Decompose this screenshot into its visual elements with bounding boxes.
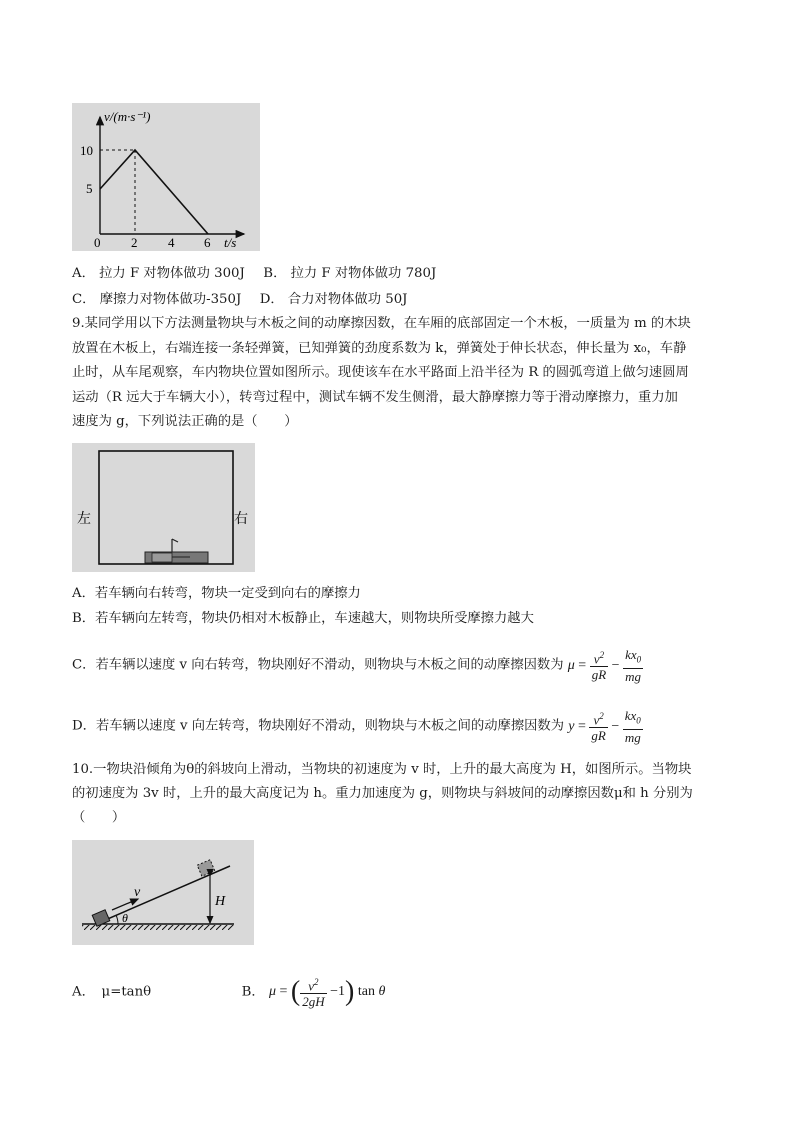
car-rear-view-figure xyxy=(72,443,255,572)
y-tick-5: 5 xyxy=(86,181,93,196)
right-label: 右 xyxy=(234,511,248,527)
q10-option-a: A． μ=tanθ xyxy=(72,984,152,1000)
ground-hatch xyxy=(82,925,234,930)
x-tick-2: 2 xyxy=(131,235,138,250)
x-axis-label: t/s xyxy=(224,235,237,250)
q10-options-row xyxy=(72,975,385,1009)
x-tick-4: 4 xyxy=(168,235,175,250)
velocity-time-graph xyxy=(72,103,260,251)
q10-stem-line-3: （ ） xyxy=(72,810,126,825)
x-tick-6: 6 xyxy=(204,235,211,250)
q9-stem-line-4: 运动（R 远大于车辆大小），转弯过程中，测试车辆不发生侧滑，最大静摩擦力等于滑动摩擦力，重力加 xyxy=(72,390,678,405)
q8-option-d: D． 合力对物体做功 50J xyxy=(259,292,408,307)
q9-option-d-formula: y = $\frac{v^2}{gR}$ − $\frac{kx_0}{mg}$ xyxy=(568,708,641,745)
q8-options-row-1 xyxy=(72,263,436,285)
car-rear-view-svg xyxy=(72,443,255,572)
x-tick-0: 0 xyxy=(94,235,101,250)
q8-option-b: B． 拉力 F 对物体做功 780J xyxy=(263,266,437,281)
q8-option-c: C． 摩擦力对物体做功-350J xyxy=(72,292,242,307)
q9-option-c: C．若车辆以速度 v 向右转弯，物块刚好不滑动，则物块与木板之间的动摩擦因数为 xyxy=(72,657,564,673)
marker-flag xyxy=(172,539,178,542)
q9-option-b: B．若车辆向左转弯，物块仍相对木板静止，车速越大，则物块所受摩擦力越大 xyxy=(72,611,534,626)
q10-stem-line-2: 的初速度为 3v 时，上升的最大高度记为 h。重力加速度为 g，则物块与斜坡间的动摩擦因数μ和 h 分别为 xyxy=(72,786,693,801)
angle-arc xyxy=(116,915,118,924)
velocity-time-graph-svg xyxy=(72,103,260,251)
theta-label: θ xyxy=(122,911,128,925)
left-label: 左 xyxy=(77,511,91,527)
height-label: H xyxy=(215,894,226,909)
block xyxy=(152,553,172,562)
velocity-curve xyxy=(100,150,208,234)
velocity-arrow xyxy=(112,899,138,910)
q9-option-c-row xyxy=(72,647,643,684)
q9-option-d-row xyxy=(72,708,643,745)
q9-option-c-formula: μ = $\frac{v^2}{gR}$ − $\frac{kx_0}{mg}$ xyxy=(567,647,642,684)
q10-stem-line-1: 10.一物块沿倾角为θ的斜坡向上滑动，当物块的初速度为 v 时，上升的最大高度为 H，如图所示。当物块 xyxy=(72,762,692,777)
q9-stem-line-3: 止时，从车尾观察，车内物块位置如图所示。现使该车在水平路面上沿半径为 R 的圆弧弯道上做匀速圆周 xyxy=(72,365,689,380)
q8-option-a: A． 拉力 F 对物体做功 300J xyxy=(72,266,245,281)
incline-figure xyxy=(72,840,254,945)
q9-stem-line-5: 速度为 g，下列说法正确的是（ ） xyxy=(72,414,298,429)
incline-svg xyxy=(72,840,254,945)
q9-option-d: D．若车辆以速度 v 向左转弯，物块刚好不滑动，则物块与木板之间的动摩擦因数为 xyxy=(72,718,565,734)
q10-option-b-formula: μ = ( $\frac{v^2}{2gH}$ −1) tan θ xyxy=(268,976,386,1010)
q10-option-b-label: B． xyxy=(241,984,265,1000)
q9-option-a: A．若车辆向右转弯，物块一定受到向右的摩擦力 xyxy=(72,586,361,601)
velocity-label: v xyxy=(134,885,141,900)
q9-stem-line-2: 放置在木板上，右端连接一条轻弹簧，已知弹簧的劲度系数为 k，弹簧处于伸长状态，伸长量为 x₀，车静 xyxy=(72,341,687,356)
y-tick-10: 10 xyxy=(80,143,93,158)
q8-options-row-2 xyxy=(72,289,408,311)
y-axis-label: v/(m·s⁻¹) xyxy=(104,109,151,124)
car-box xyxy=(99,451,233,564)
q9-stem-line-1: 9.某同学用以下方法测量物块与木板之间的动摩擦因数，在车厢的底部固定一个木板，一质量为 m 的木块 xyxy=(72,316,691,331)
